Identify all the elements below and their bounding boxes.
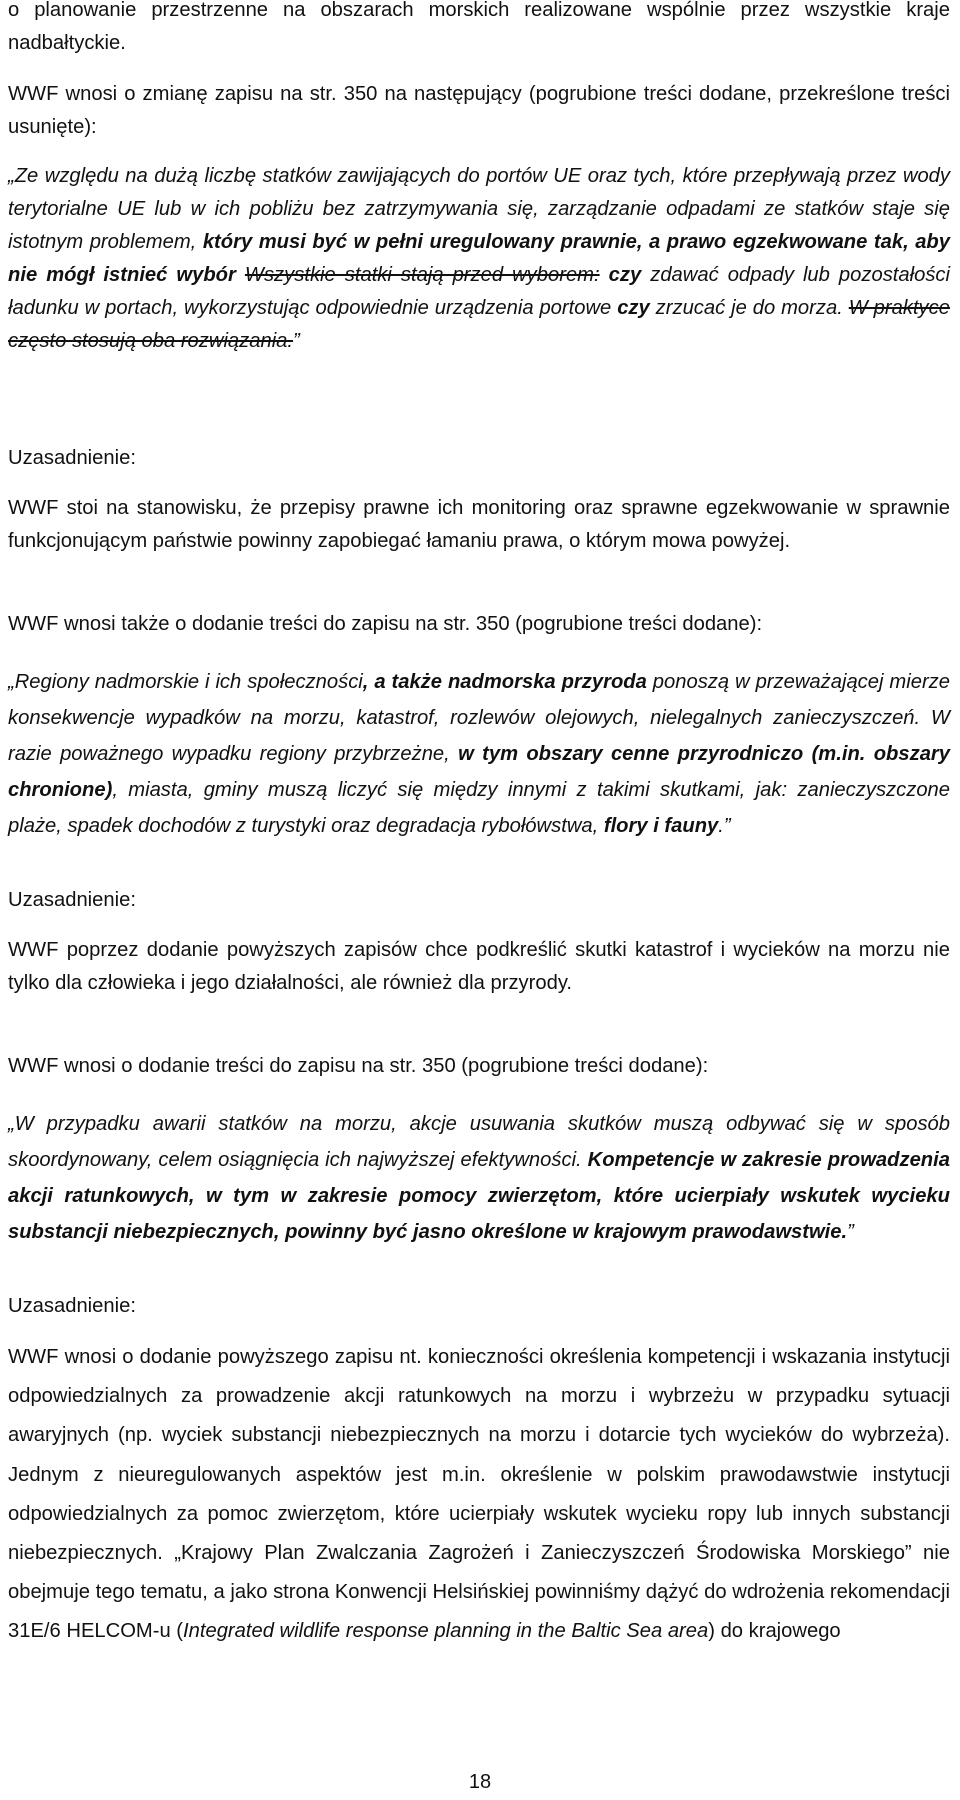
label-uzasadnienie-2 <box>8 884 950 917</box>
text-run: o planowanie przestrzenne na obszarach morskich realizowane wspólnie przez wszystkie kraje nadbałtyckie. <box>8 0 950 54</box>
text-run: „Regiony nadmorskie i ich społeczności <box>8 671 363 693</box>
text-run: WWF wnosi o dodanie treści do zapisu na str. 350 (pogrubione treści dodane): <box>8 1055 709 1077</box>
text-run: zrzucać je do morza. <box>649 297 849 319</box>
text-run <box>600 264 609 286</box>
text-run: który musi być w pełni uregulowany prawnie, a prawo egzekwowane tak, aby nie mógł istnieć wybór <box>8 231 950 286</box>
paragraph-amendment-text-1 <box>8 160 950 358</box>
text-run: , miasta, gminy muszą liczyć się między innymi z takimi skutkami, jak: zanieczyszczone plaże, spadek dochodów z turystyki oraz degradacja rybołówstwa, <box>8 779 950 837</box>
text-run: Uzasadnienie: <box>8 889 136 911</box>
label-uzasadnienie-1 <box>8 442 950 475</box>
text-run: Integrated wildlife response planning in the Baltic Sea area <box>183 1620 709 1643</box>
text-run: W praktyce często stosują oba rozwiązania. <box>8 297 950 352</box>
text-run: czy <box>608 264 642 286</box>
text-run: w tym obszary cenne przyrodniczo (m.in. obszary chronione) <box>8 743 951 801</box>
paragraph-continuation <box>8 0 950 60</box>
text-run: „Ze względu na dużą liczbę statków zawijających do portów UE oraz tych, które przepływają przez wody terytorialne UE lub w ich pobliżu bez zatrzymywania się, zarządzanie odpadami ze statków staje się istotnym problemem, <box>8 165 950 253</box>
text-run: zdawać odpady lub pozostałości ładunku w portach, wykorzystując odpowiednie urządzenia portowe <box>8 264 951 319</box>
text-run: ) do krajowego <box>708 1620 841 1643</box>
paragraph-justification-2 <box>8 934 950 1000</box>
text-run: , a także nadmorska przyroda <box>362 671 647 693</box>
text-run: WWF wnosi o zmianę zapisu na str. 350 na następujący (pogrubione treści dodane, przekreślone treści usunięte): <box>8 83 950 138</box>
text-run: WWF poprzez dodanie powyższych zapisów chce podkreślić skutki katastrof i wycieków na morzu nie tylko dla człowieka i jego działalności, ale również dla przyrody. <box>8 939 950 994</box>
paragraph-amendment-intro-3 <box>8 1050 950 1083</box>
text-run: WWF wnosi także o dodanie treści do zapisu na str. 350 (pogrubione treści dodane): <box>8 613 763 635</box>
text-run: „W przypadku awarii statków na morzu, akcje usuwania skutków muszą odbywać się w sposób skoordynowany, celem osiągnięcia ich najwyższej efektywności. <box>8 1113 950 1171</box>
text-run: Kompetencje w zakresie prowadzenia akcji ratunkowych, w tym w zakresie pomocy zwierzętom, które ucierpiały wskutek wycieku substancji niebezpiecznych, powinny być jasno określone w krajowym prawodawstwie. <box>8 1149 950 1243</box>
text-run: ponoszą w przeważającej mierze konsekwencje wypadków na morzu, katastrof, rozlewów olejowych, nielegalnych zanieczyszczeń. W razie poważnego wypadku regiony przybrzeżne, <box>8 671 950 765</box>
text-run: ” <box>847 1221 854 1243</box>
text-run: Uzasadnienie: <box>8 1295 136 1317</box>
text-run: flory i fauny <box>603 815 719 837</box>
text-run: ” <box>293 330 300 352</box>
paragraph-amendment-text-3 <box>8 1106 950 1250</box>
paragraph-justification-3 <box>8 1338 950 1652</box>
paragraph-amendment-intro-1 <box>8 78 950 144</box>
text-run <box>236 264 245 286</box>
paragraph-amendment-intro-2 <box>8 608 950 641</box>
text-run: WWF wnosi o dodanie powyższego zapisu nt. konieczności określenia kompetencji i wskazania instytucji odpowiedzialnych za prowadzenie akcji ratunkowych na morzu i wybrzeżu w przypadku sytuacji awaryjnych (np. wyciek substancji niebezpiecznych na morzu i dotarcie tych wycieków do wybrzeża). Jednym z nieuregulowanych aspektów jest m.in. określenie w polskim prawodawstwie instytucji odpowiedzialnych za pomoc zwierzętom, które ucierpiały wskutek wycieku ropy lub innych substancji niebezpiecznych. „Krajowy Plan Zwalczania Zagrożeń i Zanieczyszczeń Środowiska Morskiego” nie obejmuje tego tematu, a jako strona Konwencji Helsińskiej powinniśmy dążyć do wdrożenia rekomendacji 31E/6 HELCOM-u ( <box>8 1346 950 1643</box>
text-run: czy <box>617 297 650 319</box>
text-run: .” <box>718 815 731 837</box>
paragraph-justification-1 <box>8 492 950 558</box>
text-run: Wszystkie statki stają przed wyborem: <box>244 264 600 286</box>
text-run: WWF stoi na stanowisku, że przepisy prawne ich monitoring oraz sprawne egzekwowanie w sprawnie funkcjonującym państwie powinny zapobiegać łamaniu prawa, o którym mowa powyżej. <box>8 497 950 552</box>
paragraph-amendment-text-2 <box>8 664 950 844</box>
text-run: Uzasadnienie: <box>8 447 136 469</box>
label-uzasadnienie-3 <box>8 1290 950 1323</box>
page-number: 18 <box>468 1771 492 1793</box>
